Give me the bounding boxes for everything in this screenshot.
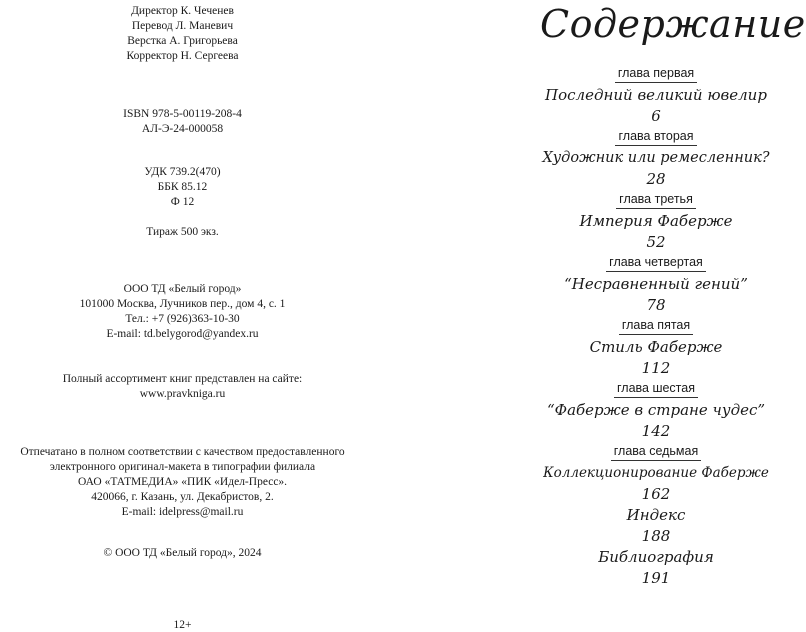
chapter-page-number: 6 [651,107,661,125]
toc-entry [540,190,772,253]
chapter-label: глава вторая [615,128,696,146]
toc-entry [540,379,772,442]
chapter-title: Художник или ремесленник? [542,150,770,166]
chapter-page-number: 112 [641,359,671,377]
publisher-block [0,282,365,342]
catalog-url: www.pravkniga.ru [139,388,226,400]
classification-line: ББК 85.12 [157,181,208,193]
chapter-title: Последний великий ювелир [545,86,767,104]
toc-entry [540,442,772,505]
chapter-page-number: 78 [646,296,666,314]
publisher-line: Тел.: +7 (926)363-10-30 [125,313,240,325]
chapter-title: “Фаберже в стране чудес” [546,401,766,419]
printing-line: Отпечатано в полном соответствии с качеством предоставленного [20,446,345,458]
toc-entry [540,316,772,379]
chapter-label: глава четвертая [606,254,706,272]
isbn-line: ISBN 978-5-00119-208-4 [123,108,242,120]
isbn-block [0,107,365,137]
catalog-line: Полный ассортимент книг представлен на сайте: [62,373,303,385]
staff-line: Корректор Н. Сергеева [126,50,239,62]
chapter-label: глава седьмая [611,443,702,461]
copyright [0,546,365,561]
toc-entry [540,127,772,190]
classification-line: Ф 12 [170,196,195,208]
printing-line: 420066, г. Казань, ул. Декабристов, 2. [91,491,274,503]
chapter-title: Индекс [626,506,686,524]
toc-entry [540,253,772,316]
chapter-title: Стиль Фаберже [589,338,723,356]
chapter-page-number: 52 [646,233,666,251]
staff-line: Перевод Л. Маневич [131,20,234,32]
chapter-title: Империя Фаберже [579,212,733,230]
toc-entry [540,547,772,589]
printing-line: электронного оригинал-макета в типографии филиала [49,461,316,473]
chapter-page-number: 28 [646,170,666,188]
print-run [0,225,365,240]
chapter-label: глава третья [616,191,696,209]
printing-line: ОАО «ТАТМЕДИА» «ПИК «Идел-Пресс». [77,476,288,488]
contents-page [540,0,806,632]
publisher-line: 101000 Москва, Лучников пер., дом 4, с. 1 [79,298,286,310]
toc-entry [540,505,772,547]
chapter-title: “Несравненный гений” [564,275,748,293]
chapter-label: глава шестая [614,380,698,398]
chapter-page-number: 142 [641,422,671,440]
chapter-page-number: 191 [641,569,671,587]
toc-entry [540,64,772,127]
copyright-text: © ООО ТД «Белый город», 2024 [103,547,262,559]
classification-block [0,165,365,210]
chapter-page-number: 162 [641,485,671,503]
chapter-label: глава первая [615,65,697,83]
staff-line: Директор К. Чеченев [131,5,234,17]
toc-list [540,64,772,589]
chapter-label: глава пятая [619,317,693,335]
classification-line: УДК 739.2(470) [144,166,221,178]
catalog-block [0,372,365,402]
isbn-line: АЛ-Э-24-000058 [141,123,224,135]
print-run-text: Тираж 500 экз. [146,226,219,238]
publisher-email: E-mail: td.belygorod@yandex.ru [106,328,259,340]
staff-line: Верстка А. Григорьева [127,35,238,47]
chapter-title: Библиография [598,548,714,566]
printing-block [0,445,365,520]
printing-email: E-mail: idelpress@mail.ru [121,506,244,518]
staff-block [0,4,365,64]
chapter-page-number: 188 [641,527,671,545]
publisher-line: ООО ТД «Белый город» [123,283,242,295]
toc-title: Содержание [540,2,806,46]
age-rating: 12+ [173,619,192,631]
imprint-page [0,0,365,632]
chapter-title: Коллекционирование Фаберже [543,465,769,481]
